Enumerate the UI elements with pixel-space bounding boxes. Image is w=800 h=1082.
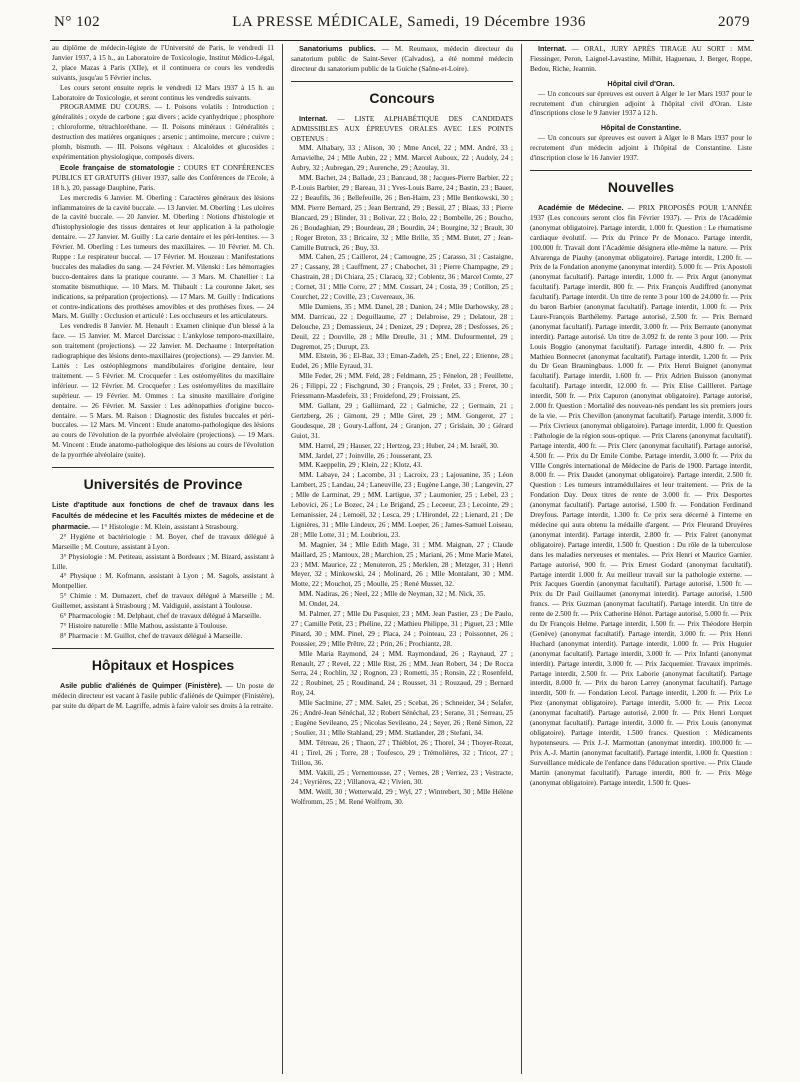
paragraph: COURS ET CONFÉRENCES PUBLICS ET GRATUITS (Hiver 1937, salle des Conférences de l'Ecole, à 18 h.), 20, passage Dauphine, Paris. [52, 163, 274, 192]
paragraph: M. Ondet, 24. [299, 600, 340, 609]
paragraph: MM. Labaye, 24 ; Lacombe, 31 ; Lacroix, 23 ; Lajouanine, 35 ; Léon Lambert, 25 ; Landau, 24 ; Laneuville, 23 ; Eugène Lange, 30 ; Langevin, 27 ; Mlle de Larminat, 29 ; MM. Lartigue, 37 ; Laumonier, 25 ; Lebel, 23 ; Lebovici, 26 ; Le Bozec, 24 ; Le Brigand, 25 ; Leceeur, 23 ; Lecointe, 29 ; Lemanissier, 24 ; Lemoël, 32 ; Lesca, 29 ; L'Hirondel, 22 ; Lienard, 21 ; De Lignières, 31 ; Mlle Lindeux, 26 ; MM. Loeper, 26 ; James-Samuel Loiseau, 28 ; Mlle Lotte, 31 ; M. Loubriou, 23. [291, 471, 513, 539]
paragraph: Les mercredis 6 Janvier. M. Oberling : Caractères généraux des lésions inflammatoires de la cavité buccale. — 13 Janvier. M. Oberling : Les ulcères de la cavité buccale. — 20 Janvier. M. Oberling : Notions d'histologie et d'histophysiologie des tissus dentaires et leur application à la pathologie dentaire. — 27 Janvier. M. Guilly : La carie dentaire et les péri-lentites. — 3 Février. M. Oberling : Les tumeurs des maxillaires. — 10 Février. M. Ch. Ruppe : Le respirateur buccal. — 17 Février. M. Houzeau : Manifestations buccales des maladies du sang. — 24 Février. M. Vilenski : Les hémorragies bucco-dentaires dans la pratique courante. — 3 Mars. M. Chatellier : La stomatite bismuthique. — 10 Mars. M. Thibault : La couronne Jaket, ses indications, sa préparation (projections). — 17 Mars. M. Guilly : Indications et contre-indications des prothèses amovibles et des prothèses fixes. — 24 Mars. M. Guilly : Occlusion et articulé : Les occluseurs et les articulateurs. [52, 193, 274, 321]
paragraph: au diplôme de médecin-légiste de l'Université de Paris, le vendredi 11 Janvier 1937, à 15 h., au Laboratoire de Toxicologie, Institut Médico-Légal, 2, place Mazas à Paris (XIIe), et il continuera ce cours les vendredis suivants, jusqu'au 5 Février inclus. [52, 44, 274, 82]
paragraph: MM. Jardel, 27 ; Joinville, 26 ; Jousserant, 23. [299, 451, 433, 460]
paragraph: 2° Hygiène et bactériologie : M. Boyer, chef de travaux délégué à Marseille ; M. Couture, assistant à Lyon. [52, 532, 274, 551]
paragraph-heading: Sanatoriums publics. [299, 44, 376, 53]
paragraph: 7° Histoire naturelle : Mlle Mathou, assistante à Toulouse. [60, 621, 228, 630]
columns [52, 44, 752, 1074]
journal-title: LA PRESSE MÉDICALE, Samedi, 19 Décembre 1936 [232, 14, 586, 30]
paragraph: — Un poste de médecin directeur est vacant à l'asile public d'aliénés de Quimper (Finistère), par suite du départ de M. Lagriffe, admis à faire valoir ses droits à la retraite. [52, 681, 274, 710]
folio: 2079 [717, 14, 750, 30]
column-2 [291, 44, 513, 1074]
paragraph: — M. Reumaux, médecin directeur du sanatorium public de Saint-Sever (Calvados), a été nommé médecin directeur du sanatorium public de la Guiche (Saône-et-Loire). [291, 45, 513, 73]
divider [530, 170, 752, 171]
column-1 [52, 44, 274, 1074]
paragraph: Mlle Feder, 26 ; MM. Feld, 28 ; Feldmann, 25 ; Fénelon, 28 ; Feuillette, 26 ; Filippi, 22 ; Fischgrund, 30 ; François, 29 ; Frelet, 33 ; Freret, 30 ; Friessmann-Masdefeix, 33 ; Froidefond, 29 ; Froissant, 25. [291, 372, 513, 401]
section-title: Concours [369, 89, 435, 106]
column-rule [521, 44, 522, 1074]
column-rule [282, 44, 283, 1074]
paragraph: — 1° Histologie : M. Klein, assistant à Strasbourg. [91, 522, 239, 531]
paragraph: MM. Gallant, 29 ; Galliimard, 22 ; Galmiche, 22 ; Germain, 21 ; Gertzberg, 26 ; Gimont, 29 ; Mlle Giret, 29 ; MM. Gongerot, 27 ; Goudesque, 28 ; Goury-Laffont, 24 ; Granjon, 27 ; Grislain, 30 ; Gérard Guiot, 31. [291, 402, 513, 440]
paragraph: MM. Cahen, 25 ; Caillerot, 24 ; Camougne, 25 ; Carasso, 31 ; Castaigne, 27 ; Cassany, 28 ; Cauffment, 27 ; Chabochet, 31 ; Pierre Champagne, 29 ; Chastrain, 28 ; Di Chiara, 25 ; Claracq, 32 ; Coblentz, 36 ; Marcel Comte, 27 ; Cornet, 31 ; Mlle Corre, 27 ; MM. Cossart, 24 ; Costa, 39 ; Cotillon, 25 ; Courchet, 22 ; Coville, 23 ; Cuvereaux, 36. [291, 253, 513, 302]
paragraph: Les vendredis 8 Janvier. M. Henault : Examen clinique d'un blessé à la face. — 15 Janvier. M. Marcel Darcissac : L'ankylose temporo-maxillaire, son traitement (projections). — 22 Janvier. M. Dechaume : Interprétation radiographique des lésions dento-maxillaires (projections). — 29 Janvier. M. Lattès : Les ostéophlegmons mandibulaires d'origine dentaire, leur traitement. — 5 Février. M. Crocquefer : Les ostéomyélites du maxillaire inférieur. — 12 Février. M. Crocquefer : Les ostéomyélites du maxillaire supérieur. — 19 Février. M. Ommes : La sinusite maxillaire d'origine dentaire. — 26 Février. M. Sassier : Les adénopathies d'origine bucco-dentaire. — 5 Mars. M. Raison : Diagnostic des fistules buccales et péri-buccales. — 12 Mars. M. Vincent : Etude anatomo-pathologique des lésions au cours de l'évolution de la pyorrhée alvéolaire (projections). — 19 Mars. M. Vincent : Etude anatomo-pathologique des lésions au cours de l'évolution de la pyorrhée alvéolaire (suite). [52, 322, 274, 460]
paragraph: 8° Pharmacie : M. Guillot, chef de travaux délégué à Marseille. [60, 631, 243, 640]
paragraph-heading: Hôpital de Constantine. [600, 123, 682, 133]
paragraph: PROGRAMME DU COURS. — I. Poisons volatils : Introduction ; généralités ; oxyde de carbone ; gaz divers ; acide cyanhydrique ; phosphore ; chloroforme, tétrachloréthane. — II. Poisons minéraux : Généralités ; destruction des matières organiques ; arsenic ; antimoine, mercure ; cuivre ; plomb, bismuth. — III. Poisons végétaux : Alcaloïdes et glucosides ; expérimentation physiologique, composés divers. [52, 103, 274, 161]
paragraph: Mlle Saclmine, 27 ; MM. Salet, 25 ; Scebat, 26 ; Schneider, 34 ; Selafer, 26 ; André-Jean Sénéchal, 32 ; Robert Sénéchal, 23 ; Serane, 31 ; Serreau, 25 ; Eugène Sevileano, 25 ; Nicolas Sevileano, 24 ; Seyer, 26 ; René Simon, 22 ; Soulier, 31 ; Mlle Stahland, 29 ; MM. Statlander, 28 ; Stefani, 34. [291, 699, 513, 737]
header-rule [50, 40, 754, 41]
paragraph: — Un concours sur épreuves est ouvert à Alger le 1er Mars 1937 pour le recrutement d'un chirurgien adjoint à l'hôpital civil d'Oran. Liste d'inscriptions close le 9 Janvier 1937 à 12 h. [530, 89, 752, 118]
section-title: Universités de Province [83, 476, 243, 493]
paragraph: M. Palmer, 27 ; Mlle Du Pasquier, 23 ; MM. Jean Pastier, 23 ; De Paulo, 27 ; Camille Petit, 23 ; Phéline, 22 ; Mathieu Philippe, 31 ; Piguet, 23 ; Mlle Pinard, 30 ; MM. Pinel, 29 ; Placa, 24 ; Pointeau, 23 ; Poissonnet, 26 ; Poussier, 29 ; Mlle Prêtre, 22 ; Prin, 26 ; Prochiantz, 28. [291, 610, 513, 648]
paragraph-heading: Asile public d'aliénés de Quimper (Finistère). [60, 680, 223, 690]
column-3 [530, 44, 752, 1074]
paragraph: MM. Nadiras, 26 ; Neel, 22 ; Mlle de Neyman, 32 ; M. Nick, 35. [299, 590, 486, 599]
paragraph-heading: Internat. [538, 44, 567, 53]
divider [52, 467, 274, 468]
paragraph: — LISTE ALPHABÉTIQUE DES CANDIDATS ADMISSIBLES AUX ÉPREUVES ORALES AVEC LES POINTS OBTENUS : [291, 114, 513, 143]
paragraph: M. Magnier, 34 ; Mlle Edith Mage, 31 ; MM. Maignan, 27 ; Claude Maillard, 25 ; Mantoux, 28 ; Marchion, 25 ; Mariani, 26 ; Mme Marie Matei, 23 ; MM. Maurice, 22 ; Menuteron, 25 ; Merklen, 28 ; Metzger, 31 ; Henri Meyer, 32 ; Minkowski, 24 ; Molinard, 26 ; Mlle Montalant, 30 ; MM. Motte, 22 ; Mouchot, 25 ; Moulle, 25 ; René Musset, 32. [291, 540, 513, 589]
paragraph: MM. Kaeppelin, 29 ; Klein, 22 ; Klotz, 43. [299, 461, 423, 470]
paragraph: — ORAL, JURY APRÈS TIRAGE AU SORT : MM. Fiessinger, Peron, Laignel-Lavastine, Milhit, Haguenau, J. Berger, Roppe, Bedou, Riche, Jeannin. [530, 45, 752, 73]
paragraph: MM. Vakili, 25 ; Vernemousse, 27 ; Vernes, 28 ; Verriez, 23 ; Vestracte, 24 ; Veyrières, 22 ; Villanova, 42 ; Vivien, 30. [291, 768, 513, 787]
paragraph: — Un concours sur épreuves est ouvert à Alger le 8 Mars 1937 pour le recrutement d'un médecin adjoint à l'hôpital de Constantine. Liste d'inscription close le 16 Janvier 1937. [530, 134, 752, 163]
paragraph: MM. Alhabary, 33 ; Alison, 30 ; Mme Ancel, 22 ; MM. André, 33 ; Arnavielhe, 24 ; Mlle Aubin, 22 ; MM. Marcel Auboux, 22 ; Audoly, 24 ; Aubry, 32 ; Aubregan, 29 ; Aurenche, 29 ; Azoulay, 31. [291, 144, 513, 173]
paragraph: Mlle Damiens, 35 ; MM. Danel, 28 ; Danion, 24 ; Mlle Darhowsky, 28 ; MM. Darricau, 22 ; Deguillaume, 27 ; Delabroise, 29 ; Delatour, 28 ; Delouche, 23 ; Demassieux, 24 ; Denizet, 29 ; Deprez, 28 ; Desfosses, 26 ; Deuil, 22 ; Douville, 28 ; Mlle Dreulle, 31 ; MM. Dufourmentel, 29 ; Dugremot, 25 ; Durupt, 23. [291, 302, 513, 351]
paragraph-heading: Ecole française de stomatologie : [60, 162, 181, 172]
divider [52, 648, 274, 649]
paragraph-heading: Liste d'aptitude aux fonctions de chef de travaux dans les Facultés de médecine et les Facultés mixtes de médecine et de pharmacie. [52, 500, 274, 531]
page-number: N° 102 [54, 14, 101, 30]
paragraph: 6° Pharmacologie : M. Delphaut, chef de travaux délégué à Marseille. [60, 612, 262, 621]
paragraph-heading: Académie de Médecine. [538, 202, 624, 212]
paragraph: MM. Weill, 30 ; Wetterwald, 29 ; Wyl, 27 ; Wintrebert, 30 ; Mlle Hélène Wolfromm, 25 ; M. René Wolfrom, 30. [291, 788, 513, 807]
paragraph: 4° Physique : M. Kofmann, assistant à Lyon ; M. Sagols, assistant à Montpellier. [52, 572, 274, 591]
section-title: Hôpitaux et Hospices [91, 656, 235, 673]
divider [291, 81, 513, 82]
paragraph: 5° Chimie : M. Dumazert, chef de travaux délégué à Marseille ; M. Guillemet, assistant à Strasbourg ; M. Valdiguié, assistant à Toulouse. [52, 592, 274, 611]
paragraph: MM. Bachet, 24 ; Ballade, 23 ; Bancaud, 38 ; Jacques-Pierre Barbier, 22 ; P.-Louis Barbier, 29 ; Bareau, 31 ; Yves-Louis Barre, 24 ; Bastin, 23 ; Bauer, 22 ; Beaufils, 36 ; Bellefeuille, 26 ; Ben-Haim, 23 ; Mlle Bentkowski, 30 ; MM. Pierre Bernard, 25 ; Jean Bertrand, 29 ; Bessil, 27 ; Blaas, 33 ; Pierre Blancard, 29 ; Blinder, 31 ; Bolivar, 22 ; Bolo, 22 ; Bombelle, 26 ; Boucho, 26 ; Boudaghian, 29 ; Bourdeau, 28 ; Bourdin, 24 ; Bourgine, 32 ; Brault, 30 ; Roger Breton, 33 ; Bricaire, 32 ; Mlle Brille, 35 ; MM. Butet, 27 ; Jean-Camille Butruck, 26 ; Buy, 33. [291, 174, 513, 252]
paragraph: MM. Elstein, 36 ; El-Baz, 33 ; Eman-Zadeh, 25 ; Enel, 22 ; Etienne, 28 ; Eudel, 26 ; Mlle Eyraud, 31. [291, 352, 513, 371]
paragraph: 3° Physiologie : M. Petiteau, assistant à Bordeaux ; M. Bizard, assistant à Lille. [52, 552, 274, 571]
paragraph: — PRIX PROPOSÉS POUR L'ANNÉE 1937 (Les concours seront clos fin Février 1937). — Prix de l'Académie (anonymat obligatoire). Partage interdit, 1.000 fr. Question : Le rhumatisme cardiaque évolutif. — Prix du Prince Pr de Monaco. Partage interdit, 100.000 fr. Travail dont l'Académie désignera elle-même la nature. — Prix Alvarenga de Piauhy (anonymat obligatoire). Partage interdit, 1.200 fr. — Prix de la Fondation anonyme (anonymat interdit). 5.000 fr. — Prix Apostoli (anonymat facultatif). Partage interdit, 1.000 fr. — Prix Argut (anonymat facultatif). Partage interdit, 800 fr. — Prix François Audiffred (anonymat facultatif). Partage interdit. Un titre de rente 3 pour 100 de 24.000 fr. — Prix du baron Barbier (anonymat facultatif). Partage interdit, 1.000 fr. — Prix Laure-François Barthélemy. Partage autorisé, 2.500 fr. — Prix Bernard (anonymat facultatif). Partage interdit, 3.000 fr. — Prix Berraute (anonymat interdit). Partage autorisé. Un titre de 3.092 fr. de rente 3 pour 100. — Prix Louis Boggio (anonymat facultatif). Partage interdit, 4.800 fr. — Prix Mathieu Bonnecret (anonymat facultatif). Partage interdit, 1.200 fr. — Prix du Dr Gean Brauningbaus. 1.000 fr. — Prix Henri Buignet (anonymat facultatif). Partage interdit, 1.600 fr. — Prix Adrien Buisson (anonymat facultatif). Partage interdit, 12.000 fr. — Prix Elise Caillleret. Partage interdit, 500 fr. — Prix Capuron (anonymat obligatoire). Partage autorisé, 2.000 fr. Question : Mortalité des nouveau-nés pendant les six premiers jours de la vie. — Prix Chevillon (anonymat facultatif). Partage interdit, 3.000 fr. — Prix Civrieux (anonymat obligatoire). Partage interdit, 1.000 fr. Question : Pathologie de la région sous-optique. — Prix Clarens (anonymat facultatif). Partage interdit, 400 fr. — Prix Clerc (anonymat facultatif). Partage autorisé, 4.500 fr. — Prix du Dr Emile Combe. Partage interdit, 3.000 fr. — Prix du VIIIe Congrès international de Médecine de Paris de 1900. Partage interdit, 8.000 fr. — Prix Daudet (anonymat obligatoire). Partage interdit, 2.500 fr. Question : Les tumeurs intramédullaires et leur traitement. — Prix de la Fondation Day. Deux titres de rente de 3.000 fr. — Prix Desportes (anonymat facultatif). Partage autorisé, 1.500 fr. — Fondation Ferdinand Dreyfous. Partage interdit, 1.300 fr. Ce prix sera décerné à l'interne en médecine qui aura obtenu la médaille d'argent. — Prix Fleurand Druyères (anonymat interdit). Partage interdit, 2.800 fr. — Prix Falret (anonymat obligatoire). Partage interdit, 1.500 fr. Question : Du rôle de la tuberculose dans les maladies nerveuses et mentales. — Prix Henri et Maurice Garnier. Partage autorisé, 900 fr. — Prix Ernest Godard (anonymat facultatif). Partage interdit 1.000 fr. Au meilleur travail sur la pathologie externe. — Prix Jacques Guerdin (anonymat facultatif). Partage autorisé, 1.500 fr. — Prix du Dr Paul Guillaumet (anonymat interdit). Partage autorisé, 1.500 francs. — Prix Guzman (anonymat facultatif). Partage interdit. Un titre de rente de 2.500 fr. — Prix Catherine Hénot. Partage autorisé, 5.000 fr. — Prix du Dr François Helme. Partage interdit, 1.500 fr. — Prix Théodore Herpin (Genève) (anonymat facultatif). Partage interdit, 3.000 fr. — Prix Henri Huchard (anonymat interdit). Partage interdit, 1.000 fr. — Prix Huguier (anonymat facultatif). Partage interdit, 3.000 fr. — Prix Infanti (anonymat interdit). Partage interdit, 3.000 fr. — Prix Jacquemier. Travaux imprimés. Partage interdit, 2.500 fr. — Prix Laborie (anonymat facultatif). Partage interdit, 8.000 fr. — Prix du baron Larrey (anonymat facultatif). Partage interdit, 500 fr. — Fondation Lecol. Partage interdit, 1.200 fr. — Prix Le Piez (anonymat obligatoire). Partage interdit, 5.000 fr. — Prix Lecoz (anonymat facultatif). Partage autorisé, 2.000 fr. — Prix Henri Lorquet (anonymat facultatif). Partage interdit, 3.000 fr. — Prix Louis (anonymat obligatoire). Partage interdit, 1.500 francs. Question : Médicaments hypotenseurs. — Prix J.-J. Marmottan (anonymat interdit). 100.000 fr. — Prix A.-J. Martin (anonymat facultatif). Partage interdit, 1.000 fr. Question : Surveillance médicale de l'enfance dans l'éducation sportive. — Prix Claude Martin (anonymat facultatif). Partage interdit, 800 fr. — Prix Mège (anonymat obligatoire). Partage interdit, 1.500 fr. Ques- [530, 203, 752, 787]
paragraph: Mlle Maria Raymond, 24 ; MM. Raymondaud, 26 ; Raynaud, 27 ; Renault, 27 ; Revel, 22 ; Mlle Rist, 26 ; MM. Jean Robert, 34 ; De Rocca Serra, 24 ; Rochlin, 32 ; Rognon, 23 ; Rometti, 35 ; Ronsin, 22 ; Rosenfeld, 22 ; Roubinet, 25 ; Roudinand, 24 ; Rousset, 31 ; Rouzaud, 29 ; Bernard Roy, 24. [291, 649, 513, 698]
section-title: Nouvelles [607, 178, 675, 195]
paragraph: MM. Tétreau, 26 ; Thaon, 27 ; Thiéblot, 26 ; Thorel, 34 ; Thoyer-Rozat, 41 ; Tirel, 26 ; Torre, 28 ; Toufesco, 29 ; Trémolières, 32 ; Tricot, 27 ; Trillou, 36. [291, 738, 513, 767]
paragraph: MM. Harrel, 29 ; Hauser, 22 ; Hertzog, 23 ; Huber, 24 ; M. Israël, 30. [299, 441, 499, 450]
paragraph-heading: Hôpital civil d'Oran. [607, 78, 675, 88]
paragraph: Les cours seront ensuite repris le vendredi 12 Mars 1937 à 15 h. au Laboratoire de Toxicologie, et seront continus les vendredis suivants. [52, 83, 274, 102]
paragraph-heading: Internat. [299, 113, 328, 123]
